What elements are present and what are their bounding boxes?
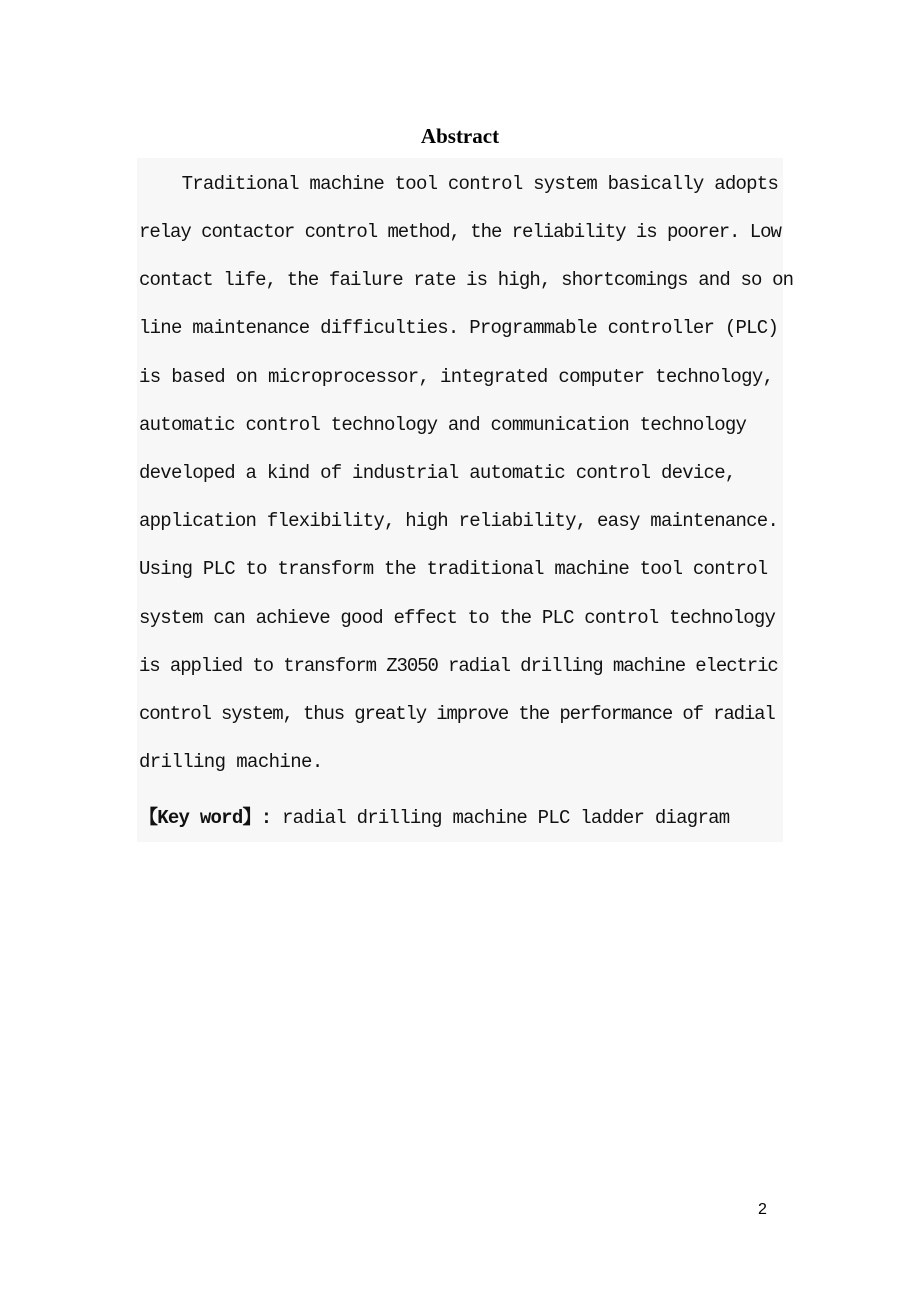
keywords-separator: : [260, 807, 283, 829]
abstract-line: is applied to transform Z3050 radial drilling machine electric [139, 655, 778, 677]
abstract-line: system can achieve good effect to the PLC control technology [139, 607, 776, 629]
abstract-line: is based on microprocessor, integrated computer technology, [139, 366, 774, 388]
abstract-line: developed a kind of industrial automatic control device, [139, 462, 736, 484]
abstract-background [137, 158, 783, 842]
abstract-line: automatic control technology and communication technology [139, 414, 747, 436]
abstract-line: line maintenance difficulties. Programmable controller (PLC) [139, 317, 779, 339]
abstract-line: contact life, the failure rate is high, shortcomings and so on [139, 269, 794, 291]
abstract-title: Abstract [420, 124, 500, 148]
abstract-line: Traditional machine tool control system basically adopts [139, 173, 779, 195]
keywords-label: 【Key word】 [139, 807, 261, 829]
abstract-line: application flexibility, high reliability, easy maintenance. [139, 510, 779, 532]
abstract-line: relay contactor control method, the reliability is poorer. Low [139, 221, 781, 243]
abstract-line: Using PLC to transform the traditional machine tool control [139, 558, 768, 580]
keywords-text: radial drilling machine PLC ladder diagram [282, 807, 730, 829]
keywords-line [139, 806, 729, 830]
abstract-line: control system, thus greatly improve the performance of radial [139, 703, 775, 725]
abstract-line: drilling machine. [139, 751, 323, 773]
page-number: 2 [758, 1201, 767, 1218]
